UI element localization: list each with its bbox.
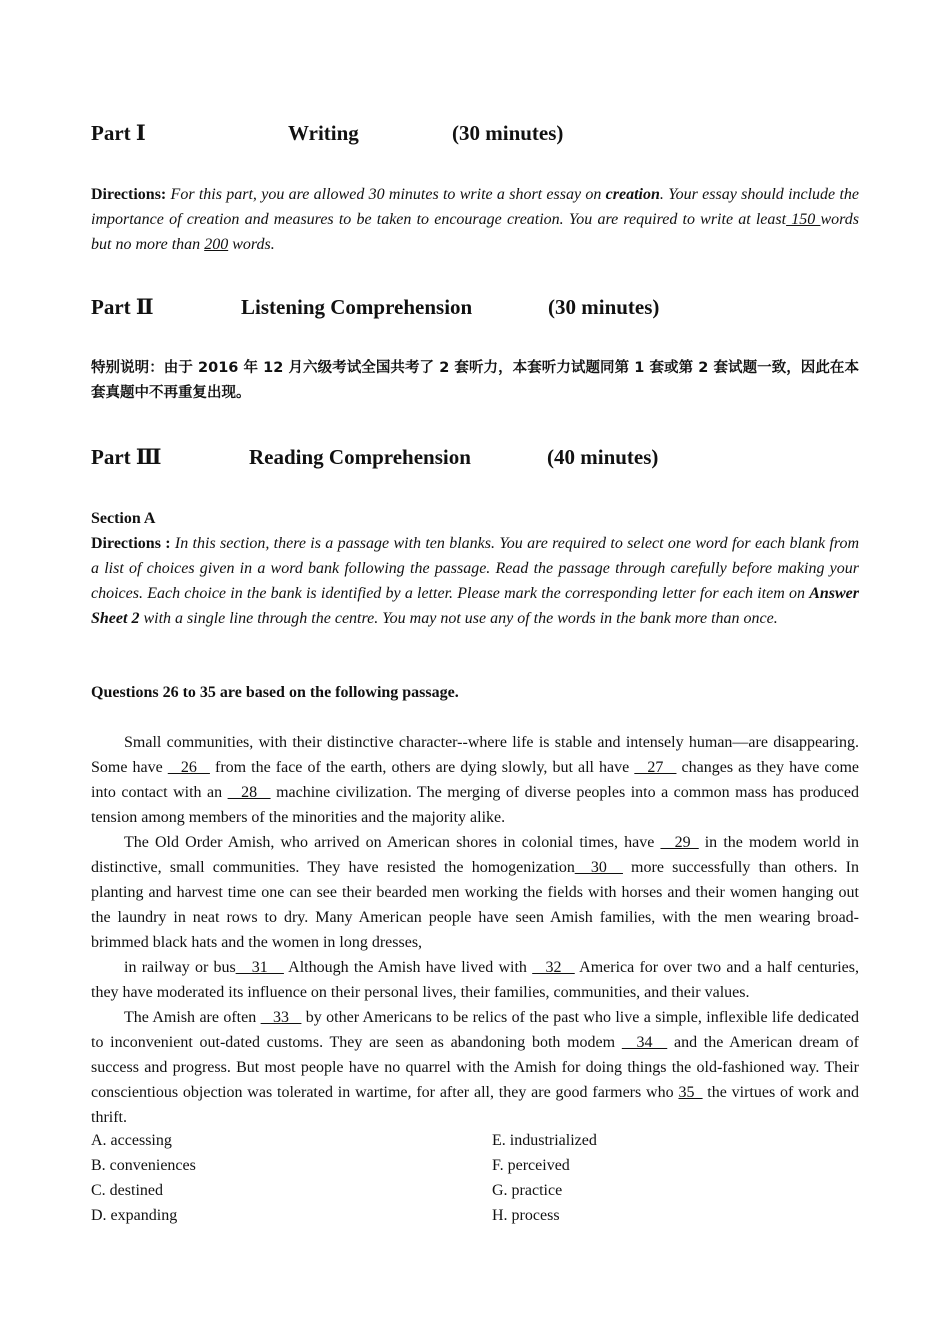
option-e: E. industrialized <box>492 1132 597 1149</box>
part3-directions: Directions : In this section, there is a passage with ten blanks. You are required to select one word for each blank from a list of choices given in a word bank following the passage. Read the passage through carefully before making your choices. Each choice in the bank is identified by a letter. Please mark the corresponding letter for each item on Answer Sheet 2 with a single line through the centre. You may not use any of the words in the bank more than once. <box>91 535 860 627</box>
section-a-title: Section A <box>91 510 156 527</box>
blank-32: _32_ <box>532 959 575 976</box>
blank-30: __30__ <box>574 859 623 876</box>
questions-intro: Questions 26 to 35 are based on the following passage. <box>91 684 459 701</box>
max-words: 200 <box>204 236 229 253</box>
option-c: C. destined <box>91 1182 163 1199</box>
option-d: D. expanding <box>91 1207 178 1224</box>
part2-note: 特别说明：由于 2016 年 12 月六级考试全国共考了 2 套听力，本套听力试题同第 1 套或第 2 套试题一致，因此在本套真题中不再重复出现。 <box>91 360 859 401</box>
min-words: 150 <box>786 211 821 228</box>
passage-paragraph: Small communities, with their distinctive character--where life is stable and intensely human—are disappearing. Some have _26_ from the face of the earth, others are dying slowly, but all have _27_ changes as they have come into contact with an _28_ machine civilization. The merging of diverse peoples into a common mass has produced tension among members of the minorities and the majority alike. <box>91 734 860 826</box>
part2-label: Part Ⅱ <box>91 295 154 319</box>
part1-directions: Directions: For this part, you are allowed 30 minutes to write a short essay on creation. Your essay should include the importance of creation and measures to be taken to encourage creation. You are required to write at least 150 words but no more than 200 words. <box>91 186 860 253</box>
blank-27: _27_ <box>634 759 677 776</box>
word-bank-row <box>91 1153 859 1178</box>
option-b: B. conveniences <box>91 1157 196 1174</box>
answer-sheet-ref: Answer Sheet 2 <box>91 585 859 627</box>
passage-paragraph: The Old Order Amish, who arrived on American shores in colonial times, have _29_ in the modem world in distinctive, small communities. They have resisted the homogenization__30__ more successfully than others. In planting and harvest time one can see their bearded men working the fields with horses and their women hanging out the laundry in neat rows to dry. Many American people have seen Amish families, with the men wearing broad-brimmed black hats and the women in long dresses, <box>91 834 860 951</box>
blank-33: _33_ <box>260 1009 302 1026</box>
part3-label: Part Ⅲ <box>91 445 162 469</box>
blank-31: __31__ <box>235 959 284 976</box>
blank-34: _34_ <box>621 1034 668 1051</box>
option-f: F. perceived <box>492 1157 570 1174</box>
blank-26: _26_ <box>167 759 210 776</box>
option-a: A. accessing <box>91 1132 172 1149</box>
essay-topic: creation <box>605 186 660 203</box>
blank-28: _28_ <box>227 784 271 801</box>
part2-title: Listening Comprehension <box>241 295 473 319</box>
option-g: G. practice <box>492 1182 563 1199</box>
part1-title: Writing <box>288 121 359 145</box>
word-bank-row <box>91 1203 859 1228</box>
passage-paragraph: in railway or bus__31__ Although the Amish have lived with _32_ America for over two and a half centuries, they have moderated its influence on their personal lives, their families, communities, and their values. <box>91 959 860 1001</box>
blank-35: 35_ <box>678 1084 703 1101</box>
part3-time: (40 minutes) <box>547 445 659 469</box>
part2-time: (30 minutes) <box>548 295 660 319</box>
word-bank-row <box>91 1128 859 1153</box>
option-h: H. process <box>492 1207 560 1224</box>
passage-paragraph: The Amish are often _33_ by other Americans to be relics of the past who live a simple, inflexible life dedicated to inconvenient out-dated customs. They are seen as abandoning both modem _34_ and the American dream of success and progress. But most people have no quarrel with the Amish for doing things the old-fashioned way. Their conscientious objection was tolerated in wartime, for after all, they are good farmers who 35_ the virtues of work and thrift. <box>91 1009 860 1126</box>
word-bank <box>91 1128 859 1228</box>
blank-29: _29_ <box>660 834 699 851</box>
passage <box>91 730 859 1130</box>
part1-time: (30 minutes) <box>452 121 564 145</box>
word-bank-row <box>91 1178 859 1203</box>
part3-title: Reading Comprehension <box>249 445 471 469</box>
part1-label: Part Ⅰ <box>91 121 146 145</box>
